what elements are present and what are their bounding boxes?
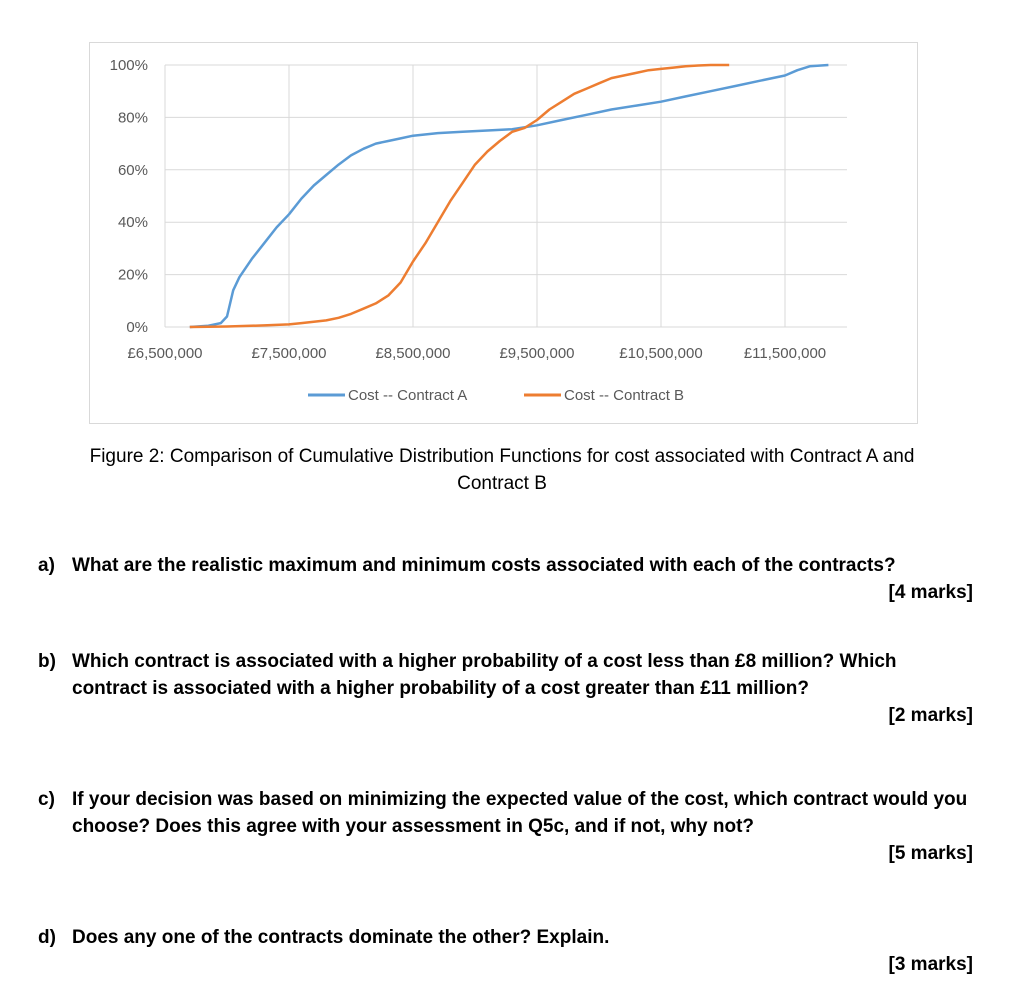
cdf-chart bbox=[90, 43, 919, 425]
x-tick-label: £8,500,000 bbox=[375, 345, 451, 362]
y-tick-label: 60% bbox=[117, 161, 148, 179]
question-text: If your decision was based on minimizing the expected value of the cost, which contract would you choose? Does this agree with your assessment in Q5c, and if not, why not? bbox=[72, 789, 968, 837]
question-b bbox=[38, 648, 973, 729]
x-tick-label: £11,500,000 bbox=[743, 345, 827, 362]
y-tick-label: 0% bbox=[126, 319, 148, 336]
x-tick-label: £7,500,000 bbox=[251, 345, 327, 362]
legend-label: Cost -- Contract A bbox=[348, 387, 468, 404]
question-text: Which contract is associated with a higher probability of a cost less than £8 million? Which contract is associated with a higher probability of a cost greater than £11 million? bbox=[72, 651, 897, 699]
question-letter: d) bbox=[38, 927, 56, 948]
question-c bbox=[38, 786, 973, 867]
question-a bbox=[38, 552, 973, 606]
x-tick-label: £10,500,000 bbox=[619, 345, 703, 362]
question-d bbox=[38, 924, 973, 978]
x-tick-label: £6,500,000 bbox=[127, 345, 203, 362]
question-marks: [3 marks] bbox=[888, 954, 973, 975]
series-line-contract-a bbox=[190, 65, 829, 327]
question-letter: a) bbox=[38, 555, 55, 576]
question-text: Does any one of the contracts dominate the other? Explain. bbox=[72, 927, 610, 948]
legend-label: Cost -- Contract B bbox=[564, 387, 685, 404]
y-tick-label: 40% bbox=[117, 214, 148, 232]
y-tick-label: 100% bbox=[109, 57, 148, 74]
y-tick-label: 20% bbox=[117, 266, 148, 284]
x-tick-label: £9,500,000 bbox=[499, 345, 575, 362]
question-text: What are the realistic maximum and minimum costs associated with each of the contracts? bbox=[72, 555, 896, 576]
chart-area bbox=[89, 42, 918, 424]
question-letter: b) bbox=[38, 651, 56, 672]
caption-line-1: Figure 2: Comparison of Cumulative Distribution Functions for cost associated with Contract A and bbox=[89, 446, 915, 467]
question-marks: [5 marks] bbox=[888, 843, 973, 864]
caption-line-2: Contract B bbox=[457, 473, 547, 494]
question-marks: [2 marks] bbox=[888, 705, 973, 726]
question-letter: c) bbox=[38, 789, 55, 810]
figure-caption bbox=[30, 443, 974, 497]
y-tick-label: 80% bbox=[117, 109, 148, 127]
question-marks: [4 marks] bbox=[888, 582, 973, 603]
